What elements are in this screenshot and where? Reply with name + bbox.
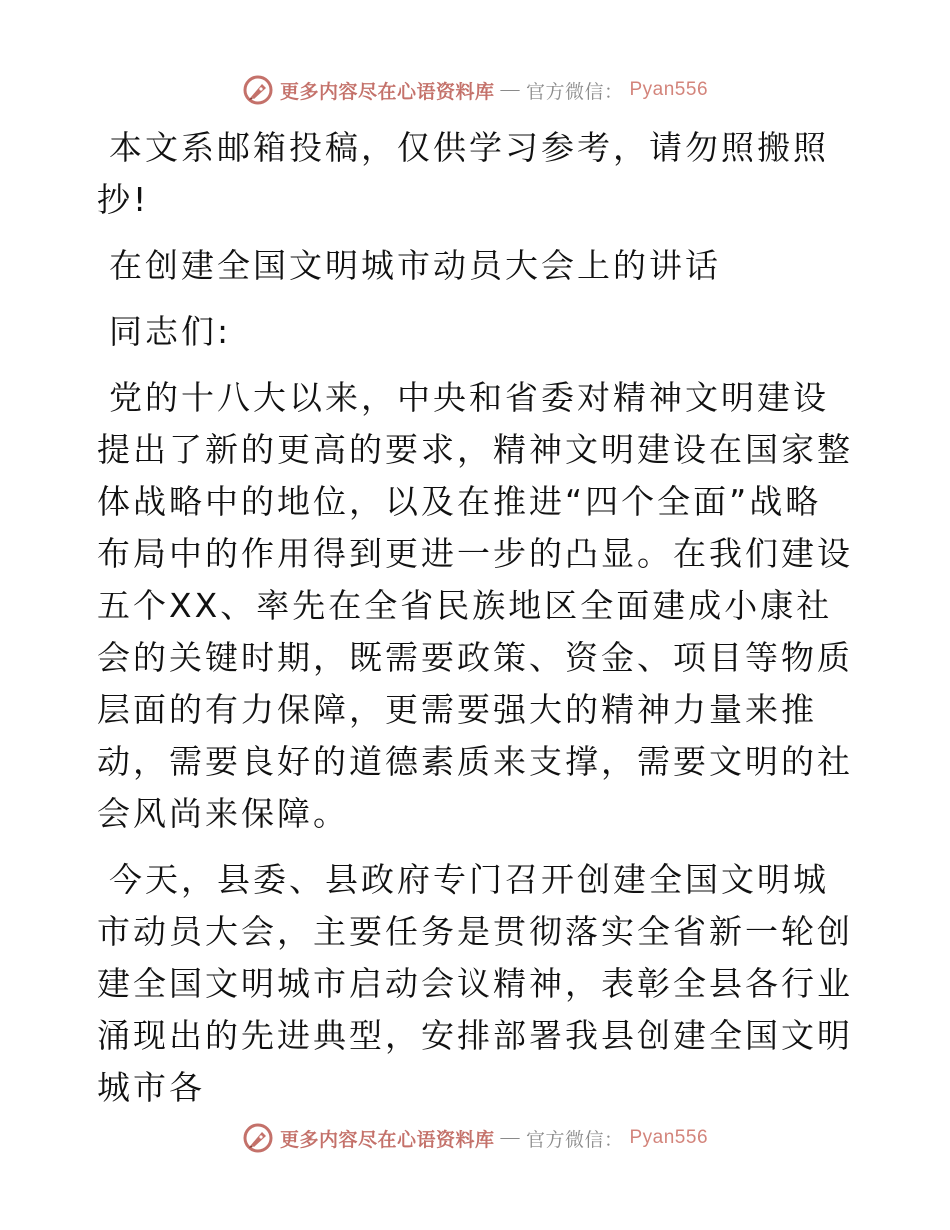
header-banner-dash: — (500, 79, 520, 100)
footer-banner (0, 1116, 950, 1160)
header-banner-main-text: 更多内容尽在心语资料库 (279, 81, 495, 103)
header-banner (0, 68, 950, 112)
document-greeting: 同志们: (109, 312, 232, 351)
pen-nib-circle-icon (242, 1122, 274, 1154)
header-banner-wechat-id: Pyan556 (629, 79, 709, 100)
document-notice: 本文系邮箱投稿，仅供学习参考，请勿照搬照抄! (97, 128, 829, 219)
footer-banner-main-text: 更多内容尽在心语资料库 (279, 1129, 495, 1151)
footer-banner-wechat-id: Pyan556 (629, 1127, 709, 1148)
document-paragraph-1: 党的十八大以来，中央和省委对精神文明建设提出了新的更高的要求，精神文明建设在国家整体战略中的地位，以及在推进“四个全面”战略布局中的作用得到更进一步的凸显。在我们建设五个XX、率先在全省民族地区全面建成小康社会的关键时期，既需要政策、资金、项目等物质层面的有力保障，更需要强大的精神力量来推动，需要良好的道德素质来支撑，需要文明的社会风尚来保障。 (97, 378, 853, 833)
header-banner-meta-text: 官方微信： (525, 81, 624, 103)
document-paragraph-2: 今天，县委、县政府专门召开创建全国文明城市动员大会，主要任务是贯彻落实全省新一轮创建全国文明城市启动会议精神，表彰全县各行业涌现出的先进典型，安排部署我县创建全国文明城市各 (97, 860, 853, 1107)
pen-nib-circle-icon (242, 74, 274, 106)
document-body (97, 122, 857, 1112)
footer-banner-meta-text: 官方微信： (525, 1129, 624, 1151)
header-banner-content (242, 74, 708, 106)
footer-banner-dash: — (500, 1127, 520, 1148)
document-title: 在创建全国文明城市动员大会上的讲话 (109, 246, 721, 285)
footer-banner-content (242, 1122, 708, 1154)
